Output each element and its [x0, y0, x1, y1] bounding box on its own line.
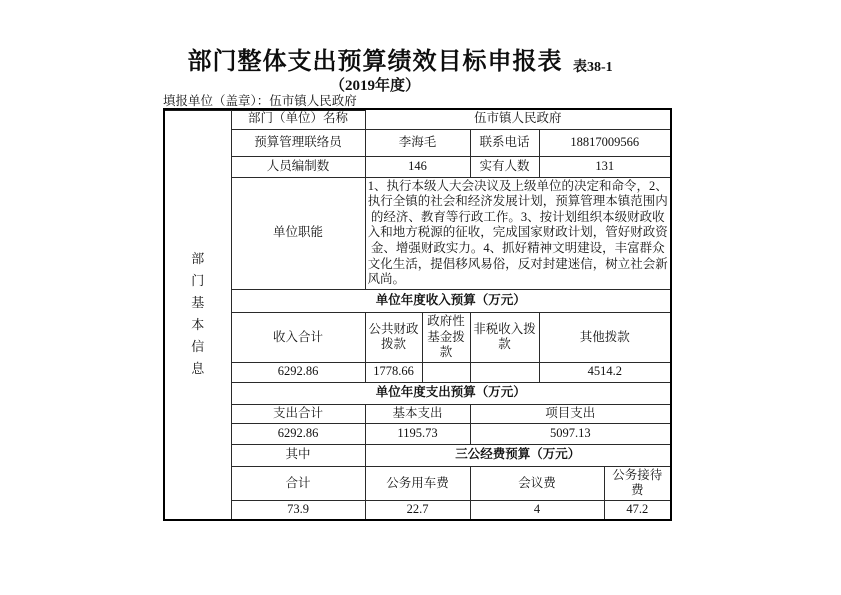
dept-name-label-cell: 部门（单位）名称 [231, 109, 365, 129]
tp-value-total: 73.9 [231, 501, 365, 520]
income-header-total: 收入合计 [231, 312, 365, 362]
page-title: 部门整体支出预算绩效目标申报表 [187, 49, 563, 75]
tp-header-vehicle: 公务用车费 [365, 466, 470, 500]
tp-value-vehicle: 22.7 [365, 501, 470, 520]
tp-header-total: 合计 [231, 466, 365, 500]
table-row [164, 177, 671, 289]
table-row [164, 501, 671, 520]
income-value-gov-fund [422, 362, 470, 382]
table-row [164, 312, 671, 362]
table-row [164, 362, 671, 382]
section-label-text: 部门基本信息 [191, 251, 205, 377]
table-row [164, 129, 671, 156]
table-row [164, 289, 671, 312]
exp-header-total: 支出合计 [231, 404, 365, 423]
functions-text-cell: 1、执行本级人大会决议及上级单位的决定和命令，2、执行全镇的社会和经济发展计划，预算管理本镇范围内的经济、教育等行政工作。3、按计划组织本级财政收入和地方税源的征收，完成国家财政计划，管好财政资金、增强财政实力。4、抓好精神文明建设，丰富群众文化生活，提倡移风易俗，反对封建迷信，树立社会新风尚。 [365, 177, 671, 289]
exp-value-project: 5097.13 [470, 423, 671, 444]
budget-table [163, 108, 672, 521]
phone-value-cell: 18817009566 [539, 129, 671, 156]
table-row [164, 466, 671, 500]
form-number: 表38-1 [573, 60, 613, 75]
exp-value-basic: 1195.73 [365, 423, 470, 444]
tp-header-reception: 公务接待费 [604, 466, 671, 500]
filing-unit-line: 填报单位（盖章）：伍市镇人民政府 [163, 91, 365, 111]
section-label-basic-info [164, 109, 231, 520]
contact-name-cell: 李海毛 [365, 129, 470, 156]
table-row [164, 423, 671, 444]
income-value-other: 4514.2 [539, 362, 671, 382]
income-value-public-finance: 1778.66 [365, 362, 422, 382]
tp-value-meeting: 4 [470, 501, 604, 520]
dept-name-value-cell: 伍市镇人民政府 [365, 109, 671, 129]
table-row [164, 404, 671, 423]
table-row [164, 382, 671, 404]
tp-header-meeting: 会议费 [470, 466, 604, 500]
functions-label-cell: 单位职能 [231, 177, 365, 289]
expenditure-section-header: 单位年度支出预算（万元） [231, 382, 671, 404]
phone-label-cell: 联系电话 [470, 129, 539, 156]
table-row [164, 109, 671, 129]
income-value-total: 6292.86 [231, 362, 365, 382]
form-year-subtitle: （2019年度） [329, 78, 420, 94]
exp-value-total: 6292.86 [231, 423, 365, 444]
income-header-gov-fund: 政府性基金拨款 [422, 312, 470, 362]
actual-label-cell: 实有人数 [470, 156, 539, 177]
actual-value-cell: 131 [539, 156, 671, 177]
income-header-nontax: 非税收入拨款 [470, 312, 539, 362]
income-header-public-finance: 公共财政拨款 [365, 312, 422, 362]
three-public-section-header: 三公经费预算（万元） [365, 444, 671, 466]
income-value-nontax [470, 362, 539, 382]
contact-label-cell: 预算管理联络员 [231, 129, 365, 156]
tp-value-reception: 47.2 [604, 501, 671, 520]
staffing-value-cell: 146 [365, 156, 470, 177]
table-row [164, 444, 671, 466]
among-label-cell: 其中 [231, 444, 365, 466]
table-row [164, 156, 671, 177]
income-header-other: 其他拨款 [539, 312, 671, 362]
exp-header-basic: 基本支出 [365, 404, 470, 423]
staffing-label-cell: 人员编制数 [231, 156, 365, 177]
income-section-header: 单位年度收入预算（万元） [231, 289, 671, 312]
exp-header-project: 项目支出 [470, 404, 671, 423]
